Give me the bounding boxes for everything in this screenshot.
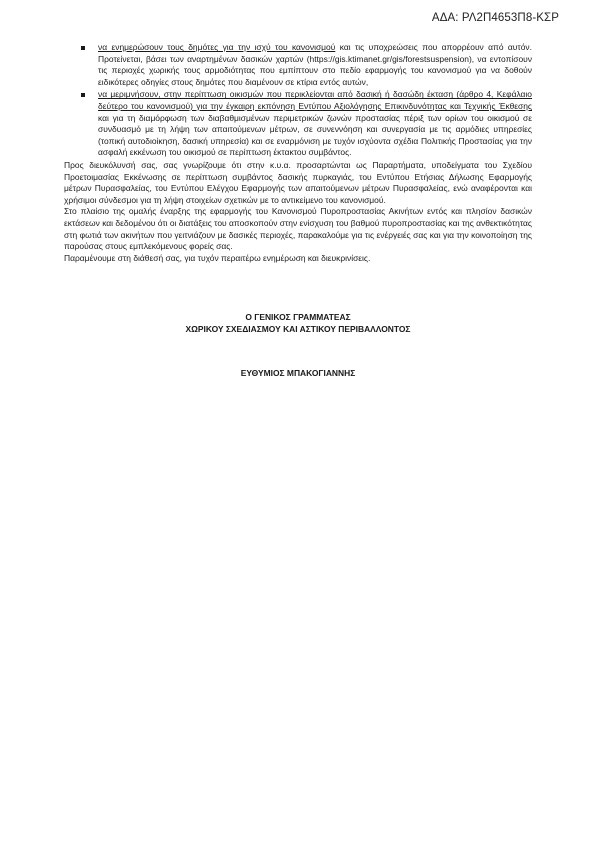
list-item <box>64 42 532 88</box>
signature-title <box>64 312 532 335</box>
instructions-list <box>64 42 532 159</box>
signatory-name: ΕΥΘΥΜΙΟΣ ΜΠΑΚΟΓΙΑΝΝΗΣ <box>240 368 356 379</box>
document-body <box>64 42 532 380</box>
paragraph-request: Στο πλαίσιο της ομαλής έναρξης της εφαρμογής του Κανονισμού Πυροπροστασίας Ακινήτων εντός και πλησίον δασικών εκτάσεων και δεδομένου ότι οι διατάξεις του αποσκοπούν στην ενίσχυση του βαθμού πυροπροστασίας και της ανθεκτικότητας στη φωτιά των ακινήτων που γειτνιάζουν με δασικές περιοχές, παρακαλούμε για τις ενέργειές σας και για την κοινοποίηση της παρούσας στους εμπλεκόμενους φορείς σας. <box>64 206 532 252</box>
list-item-text: και τις υποχρεώσεις που απορρέουν από αυτόν. Προτείνεται, βάσει των αναρτημένων δασικών χαρτών (https://gis.ktimanet.gr/gis/forestsuspension), να εντοπίσουν τις περιοχές χωρικής τους αρμοδιότητας που εμπίπτουν στο πεδίο εφαρμογής του κανονισμού για να δοθούν ειδικότερες οδηγίες στους δημότες που διαμένουν σε κτίρια εντός αυτών, <box>98 42 532 87</box>
list-item-underlined-text: να ενημερώσουν τους δημότες για την ισχύ του κανονισμού <box>98 42 336 52</box>
paragraph-annexes: Προς διευκόλυνσή σας, σας γνωρίζουμε ότι στην κ.υ.α. προσαρτώνται ως Παραρτήματα, υποδείγματα του Σχεδίου Προετοιμασίας Εκκένωσης σε περίπτωση συμβάντος δασικής πυρκαγιάς, του Εντύπου Ετήσιας Δήλωσης Εφαρμογής μέτρων Πυρασφαλείας, του Εντύπου Ελέγχου Εφαρμογής των απαιτούμενων μέτρων Πυρασφαλείας, ενώ αναφέρονται και χρήσιμοι σύνδεσμοι για τη λήψη στοιχείων σχετικών με το αντικείμενο του κανονισμού. <box>64 159 532 205</box>
signature-title-line2: ΧΩΡΙΚΟΥ ΣΧΕΔΙΑΣΜΟΥ ΚΑΙ ΑΣΤΙΚΟΥ ΠΕΡΙΒΑΛΛΟΝΤΟΣ <box>185 323 411 334</box>
square-bullet-icon <box>81 46 85 50</box>
signature-title-line1: Ο ΓΕΝΙΚΟΣ ΓΡΑΜΜΑΤΕΑΣ <box>245 312 351 323</box>
list-item-text: και για τη διαμόρφωση των διαβαθμισμένων περιμετρικών ζωνών προστασίας πέριξ των ορίων του οικισμού σε συνδυασμό με τη λήψη των απαιτούμενων μέτρων, σε συνεννόηση και συνεργασία με τις αρμόδιες υπηρεσίες (τοπική αυτοδιοίκηση, δασική υπηρεσία) και σε εναρμόνιση με τυχόν ισχύοντα σχέδια Πολιτικής Προστασίας για την ασφαλή εκκένωση του οικισμού σε περίπτωση έκτακτου συμβάντος. <box>98 112 532 158</box>
list-item <box>64 89 532 159</box>
square-bullet-icon <box>81 93 85 97</box>
list-item-underlined-text: να μεριμνήσουν, στην περίπτωση οικισμών που περικλείονται από δασική ή δασώδη έκταση (άρθρο 4, Κεφάλαιο δεύτερο του κανονισμού) για την έγκαιρη εκπόνηση Εντύπου Αξιολόγησης Επικινδυνότητας και Τεχνικής Έκθεσης <box>98 89 532 111</box>
ada-document-code: ΑΔΑ: ΡΛ2Π4653Π8-ΚΣΡ <box>431 12 559 24</box>
paragraph-closing: Παραμένουμε στη διάθεσή σας, για τυχόν περαιτέρω ενημέρωση και διευκρινίσεις. <box>64 252 371 263</box>
